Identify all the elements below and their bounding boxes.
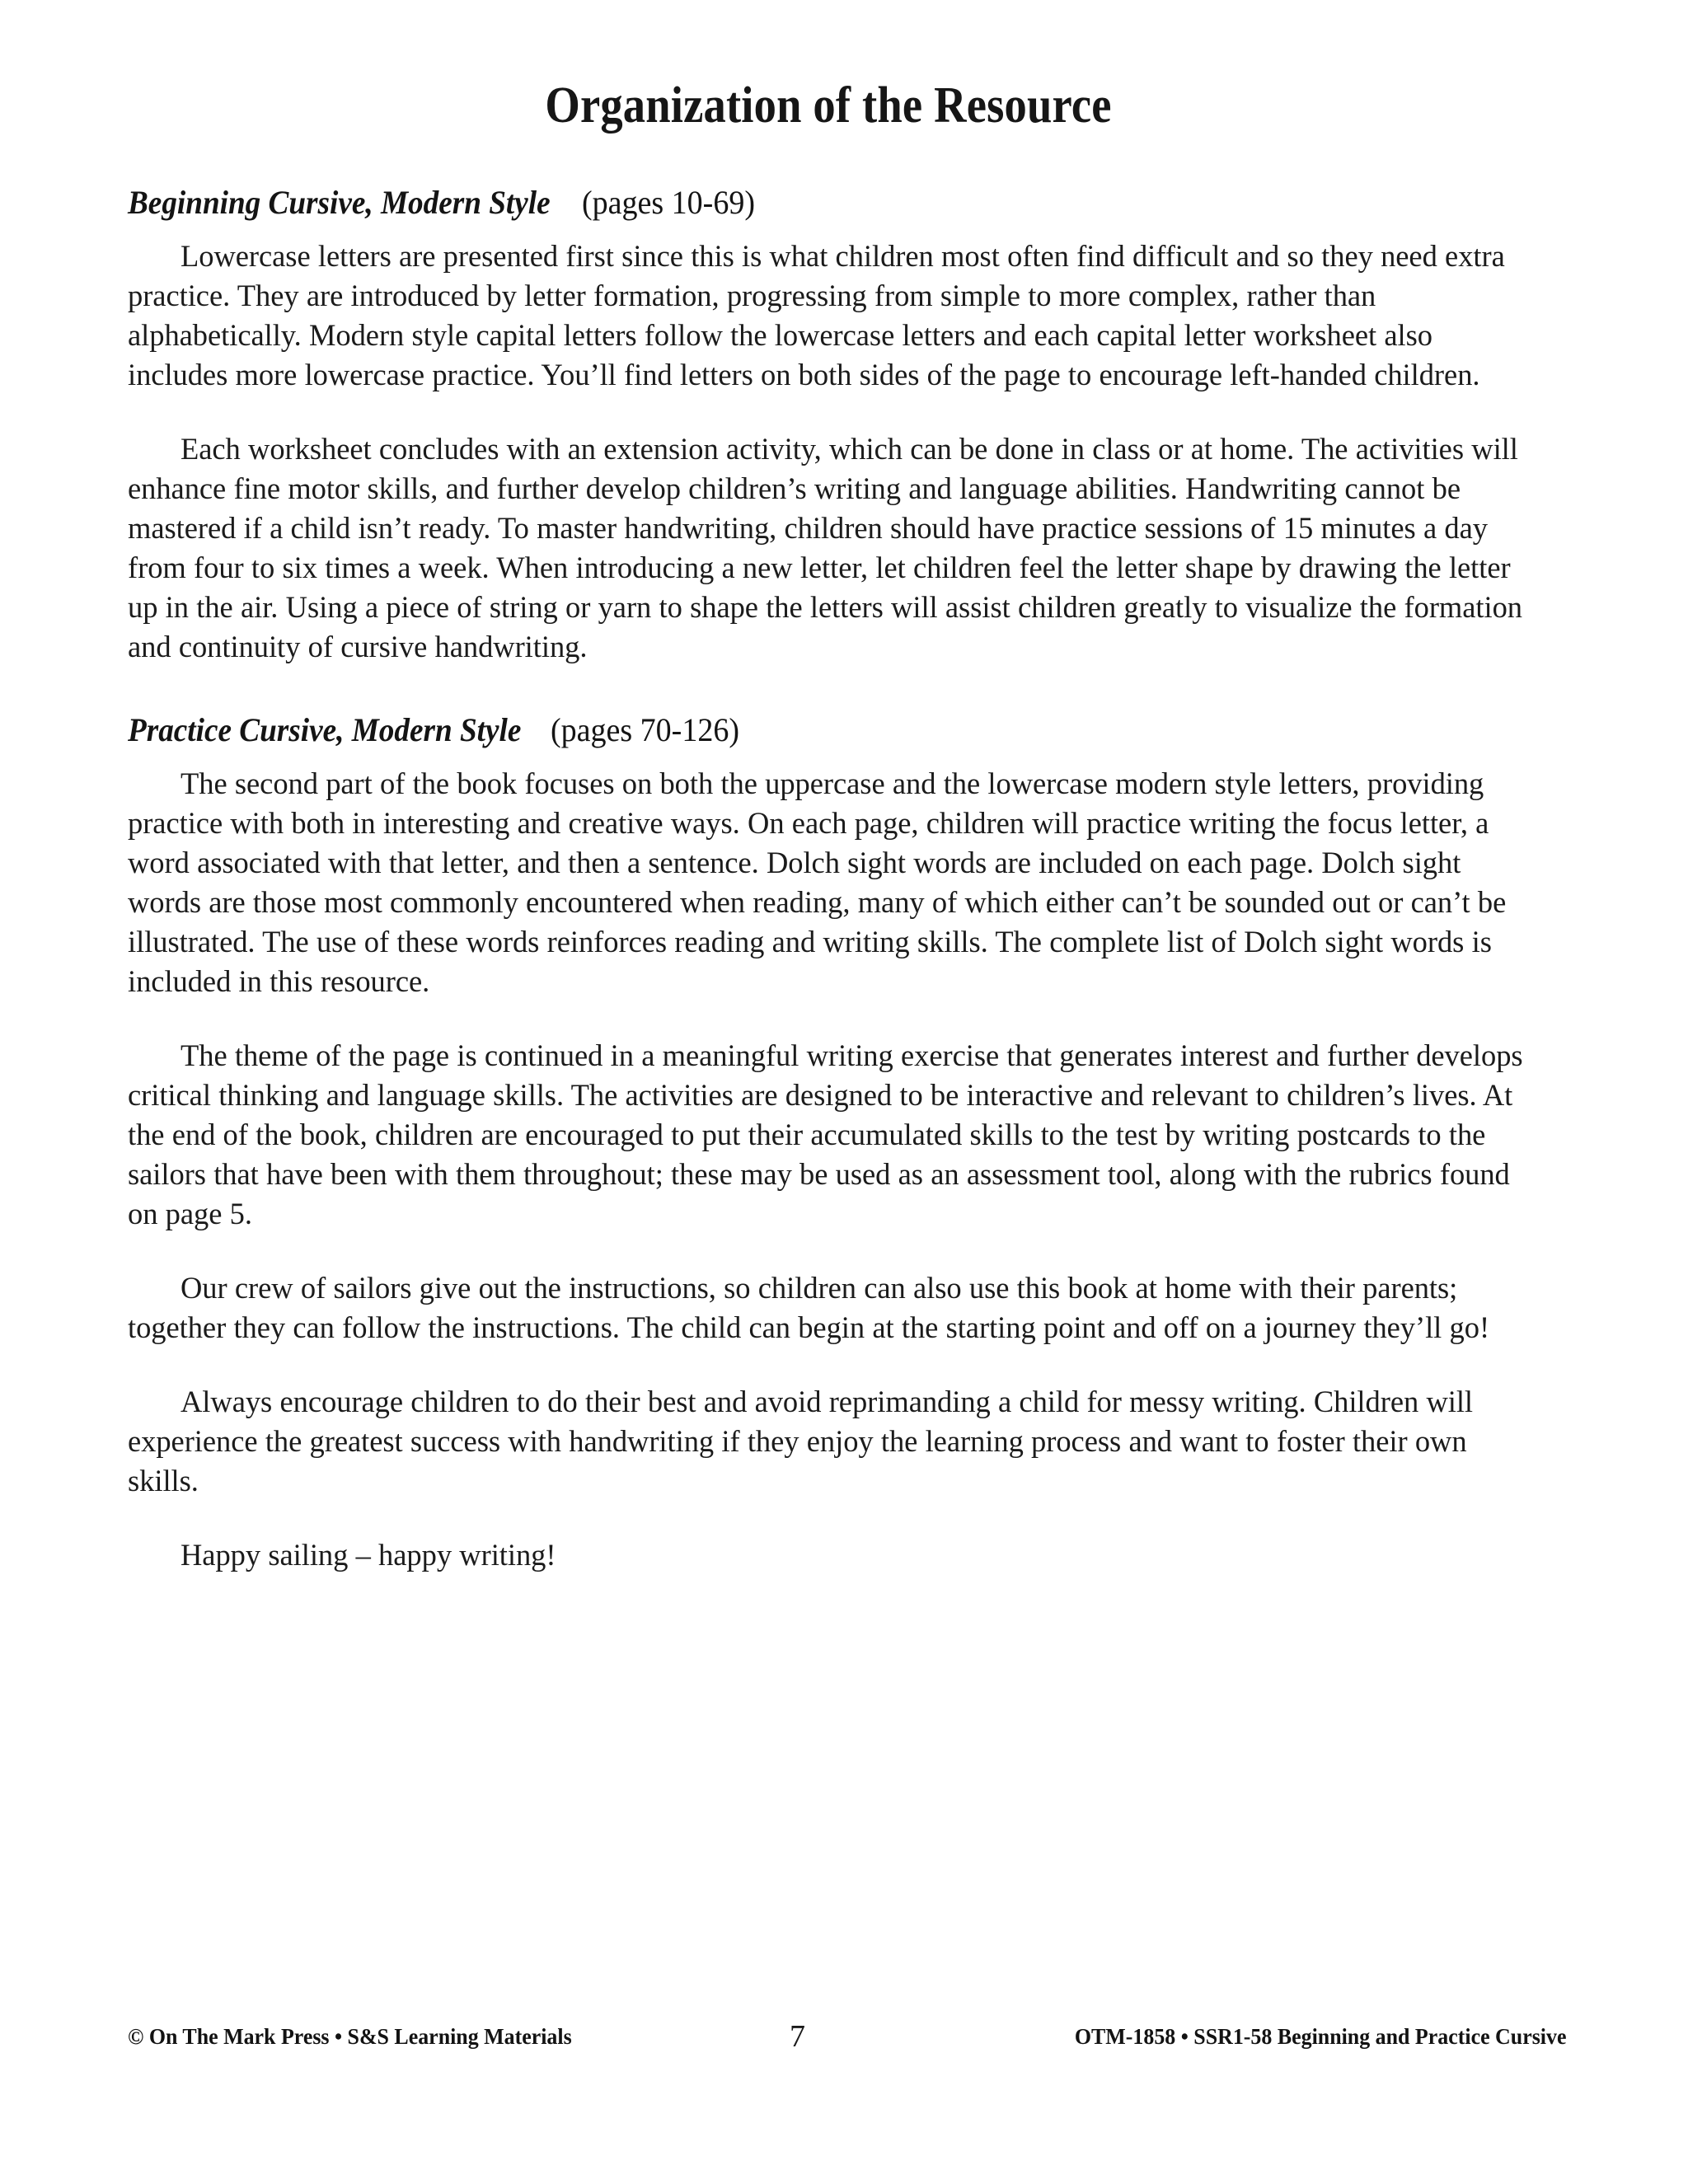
footer-product-code: OTM-1858 • SSR1-58 Beginning and Practice Cursive [1074, 2024, 1566, 2049]
footer-page-number: 7 [790, 2019, 805, 2054]
paragraph-lowercase-letters: Lowercase letters are presented first since this is what children most often find difficult and so they need extra practice. They are introduced by letter formation, progressing from simple to more complex, rather than alphabetically. Modern style capital letters follow the lowercase letters and each capital letter worksheet also includes more lowercase practice. You’ll find letters on both sides of the page to encourage left-handed children. [128, 239, 1505, 392]
paragraph-second-part: The second part of the book focuses on both the uppercase and the lowercase modern style letters, providing practice with both in interesting and creative ways. On each page, children will practice writing the focus letter, a word associated with that letter, and then a sentence. Dolch sight words are included on each page. Dolch sight words are those most commonly encountered when reading, many of which either can’t be sounded out or can’t be illustrated. The use of these words reinforces reading and writing skills. The complete list of Dolch sight words is included in this resource. [128, 766, 1507, 999]
paragraph-crew-of-sailors: Our crew of sailors give out the instructions, so children can also use this book at home with their parents; together they can follow the instructions. The child can begin at the starting point and off on a journey they’ll go! [128, 1271, 1490, 1345]
section-heading-title: Beginning Cursive, Modern Style [128, 184, 551, 222]
paragraph-happy-sailing: Happy sailing – happy writing! [181, 1538, 556, 1572]
section-heading-practice-cursive [128, 711, 1529, 749]
paragraph-each-worksheet: Each worksheet concludes with an extension activity, which can be done in class or at home. The activities will enhance fine motor skills, and further develop children’s writing and language abilities. Handwriting cannot be mastered if a child isn’t ready. To master handwriting, children should have practice sessions of 15 minutes a day from four to six times a week. When introducing a new letter, let children feel the letter shape by drawing the letter up in the air. Using a piece of string or yarn to shape the letters will assist children greatly to visualize the formation and continuity of cursive handwriting. [128, 432, 1523, 664]
section-heading-pages: (pages 70-126) [551, 711, 740, 749]
page-content [128, 79, 1529, 1575]
footer-copyright: © On The Mark Press • S&S Learning Materials [128, 2024, 572, 2049]
page-title: Organization of the Resource [545, 77, 1112, 134]
paragraph-theme-of-page: The theme of the page is continued in a meaningful writing exercise that generates interest and further develops critical thinking and language skills. The activities are designed to be interactive and relevant to children’s lives. At the end of the book, children are encouraged to put their accumulated skills to the test by writing postcards to the sailors that have been with them throughout; these may be used as an assessment tool, along with the rubrics found on page 5. [128, 1038, 1523, 1231]
paragraph-always-encourage: Always encourage children to do their best and avoid reprimanding a child for messy writing. Children will experience the greatest success with handwriting if they enjoy the learning process and want to foster their own skills. [128, 1385, 1474, 1498]
section-heading-pages: (pages 10-69) [582, 184, 756, 222]
section-heading-beginning-cursive [128, 184, 1529, 222]
page-footer [128, 2018, 1566, 2055]
section-heading-title: Practice Cursive, Modern Style [128, 711, 522, 749]
